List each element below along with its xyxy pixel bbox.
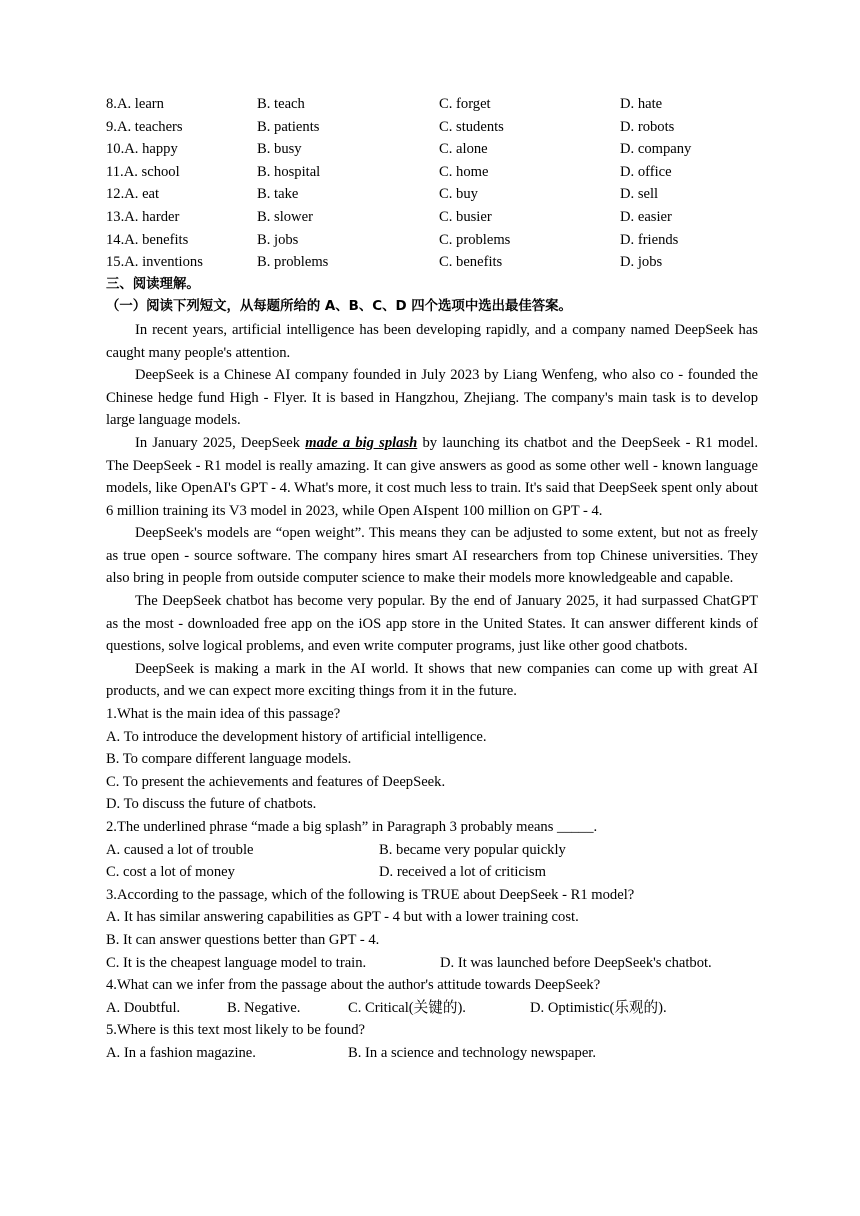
- passage-paragraph-2: DeepSeek is a Chinese AI company founded in July 2023 by Liang Wenfeng, who also co - founded the Chinese hedge fund High - Flyer. It is based in Hangzhou, Zhejiang. The company's main task is to develop large language models.: [106, 367, 758, 429]
- cloze-option-row: [106, 161, 758, 184]
- option-c: C. busier: [439, 208, 492, 225]
- cloze-option-row: [106, 183, 758, 206]
- passage-paragraph-1: In recent years, artificial intelligence has been developing rapidly, and a company named DeepSeek has caught many people's attention.: [106, 321, 758, 361]
- option-d: D. easier: [620, 208, 672, 225]
- option-d: D. company: [620, 141, 692, 158]
- cloze-option-row: [106, 116, 758, 139]
- worksheet-page: [106, 93, 758, 1065]
- cloze-option-row: [106, 138, 758, 161]
- option-c: C. It is the cheapest language model to train.: [106, 954, 367, 971]
- option-b: B. patients: [257, 118, 320, 135]
- option-c: C. problems: [439, 231, 511, 248]
- option-a: A. It has similar answering capabilities as GPT - 4 but with a lower training cost.: [106, 909, 579, 926]
- option-b: B. busy: [257, 141, 302, 158]
- option-b: B. Negative.: [227, 999, 301, 1016]
- option-a: 13.A. harder: [106, 208, 180, 225]
- option-c: C. forget: [439, 96, 491, 112]
- option-b: B. slower: [257, 208, 313, 225]
- option-d: D. To discuss the future of chatbots.: [106, 796, 317, 813]
- option-b: B. It can answer questions better than GPT - 4.: [106, 931, 380, 948]
- option-b: B. To compare different language models.: [106, 751, 352, 768]
- cloze-option-row: [106, 93, 758, 116]
- option-b: B. became very popular quickly: [379, 841, 566, 858]
- option-a: 10.A. happy: [106, 141, 178, 158]
- question-stem: 2.The underlined phrase “made a big splash” in Paragraph 3 probably means _____.: [106, 819, 598, 835]
- option-d: D. jobs: [620, 254, 663, 271]
- cloze-option-row: [106, 229, 758, 252]
- passage-paragraph-5: The DeepSeek chatbot has become very popular. By the end of January 2025, it had surpassed ChatGPT as the most - downloaded free app on the iOS app store in the United States. It can answer different kinds of questions, solve logical problems, and even write computer programs, just like other good chatbots.: [106, 593, 758, 655]
- question-5: [106, 1019, 758, 1064]
- option-b: B. hospital: [257, 163, 321, 180]
- question-4: [106, 974, 758, 1019]
- passage-paragraph-6: DeepSeek is making a mark in the AI world. It shows that new companies can come up with great AI products, and we can expect more exciting things from it in the future.: [106, 660, 758, 700]
- option-b: B. In a science and technology newspaper.: [348, 1044, 597, 1061]
- option-a: A. caused a lot of trouble: [106, 841, 254, 858]
- question-stem: 5.Where is this text most likely to be found?: [106, 1022, 365, 1039]
- paragraph-3-start: In January 2025, DeepSeek: [135, 434, 306, 451]
- cloze-option-row: [106, 206, 758, 229]
- question-stem: 3.According to the passage, which of the following is TRUE about DeepSeek - R1 model?: [106, 886, 635, 903]
- option-a: 11.A. school: [106, 163, 180, 180]
- option-d: D. hate: [620, 96, 663, 112]
- question-stem: 4.What can we infer from the passage about the author's attitude towards DeepSeek?: [106, 977, 601, 994]
- question-3: [106, 884, 758, 974]
- cloze-options: [106, 93, 758, 274]
- underlined-phrase: made a big splash: [305, 434, 418, 451]
- option-b: B. teach: [257, 96, 305, 112]
- option-a: 12.A. eat: [106, 186, 160, 203]
- option-d: D. Optimistic(乐观的).: [530, 999, 667, 1016]
- option-c: C. Critical(关键的).: [348, 999, 466, 1016]
- option-b: B. take: [257, 186, 299, 203]
- subsection-title: （一）阅读下列短文，从每题所给的 A、B、C、D 四个选项中选出最佳答案。: [106, 299, 572, 315]
- option-c: C. alone: [439, 141, 488, 158]
- reading-passage: [106, 319, 758, 703]
- option-c: C. benefits: [439, 254, 503, 271]
- option-a: 9.A. teachers: [106, 118, 183, 135]
- passage-paragraph-4: DeepSeek's models are “open weight”. This means they can be adjusted to some extent, but not as freely as true open - source software. The company hires smart AI researchers from top Chinese universities. They also bring in people from outside computer science to make their models more knowledgeable and capable.: [106, 525, 758, 587]
- section-title: 三、阅读理解。: [106, 276, 200, 292]
- option-a: 15.A. inventions: [106, 254, 203, 271]
- option-c: C. buy: [439, 186, 478, 203]
- question-stem: 1.What is the main idea of this passage?: [106, 706, 341, 723]
- option-d: D. friends: [620, 231, 679, 248]
- option-a: A. To introduce the development history of artificial intelligence.: [106, 728, 487, 745]
- cloze-option-row: [106, 251, 758, 274]
- option-b: B. jobs: [257, 231, 299, 248]
- option-c: C. cost a lot of money: [106, 864, 235, 881]
- option-a: 8.A. learn: [106, 96, 164, 112]
- question-1: [106, 703, 758, 816]
- option-c: C. students: [439, 118, 504, 135]
- option-d: D. received a lot of criticism: [379, 864, 546, 881]
- passage-paragraph-3: [106, 432, 758, 522]
- option-c: C. home: [439, 163, 489, 180]
- option-d: D. robots: [620, 118, 675, 135]
- question-2: [106, 816, 758, 884]
- option-b: B. problems: [257, 254, 329, 271]
- option-a: A. Doubtful.: [106, 999, 181, 1016]
- option-d: D. sell: [620, 186, 659, 203]
- option-a: 14.A. benefits: [106, 231, 189, 248]
- option-a: A. In a fashion magazine.: [106, 1044, 256, 1061]
- paragraph-3-rest: by launching its chatbot and the DeepSeek - R1 model. The DeepSeek - R1 model is really amazing. It can give answers as good as some other well - known language models, like OpenAI's GPT - 4. What's more, it cost much less to train. It's said that DeepSeek spent only about 6 million training its V3 model in 2023, while Open AIspent 100 million on GPT - 4.: [106, 434, 759, 519]
- option-d: D. office: [620, 163, 672, 180]
- option-d: D. It was launched before DeepSeek's chatbot.: [440, 954, 712, 971]
- option-c: C. To present the achievements and features of DeepSeek.: [106, 773, 446, 790]
